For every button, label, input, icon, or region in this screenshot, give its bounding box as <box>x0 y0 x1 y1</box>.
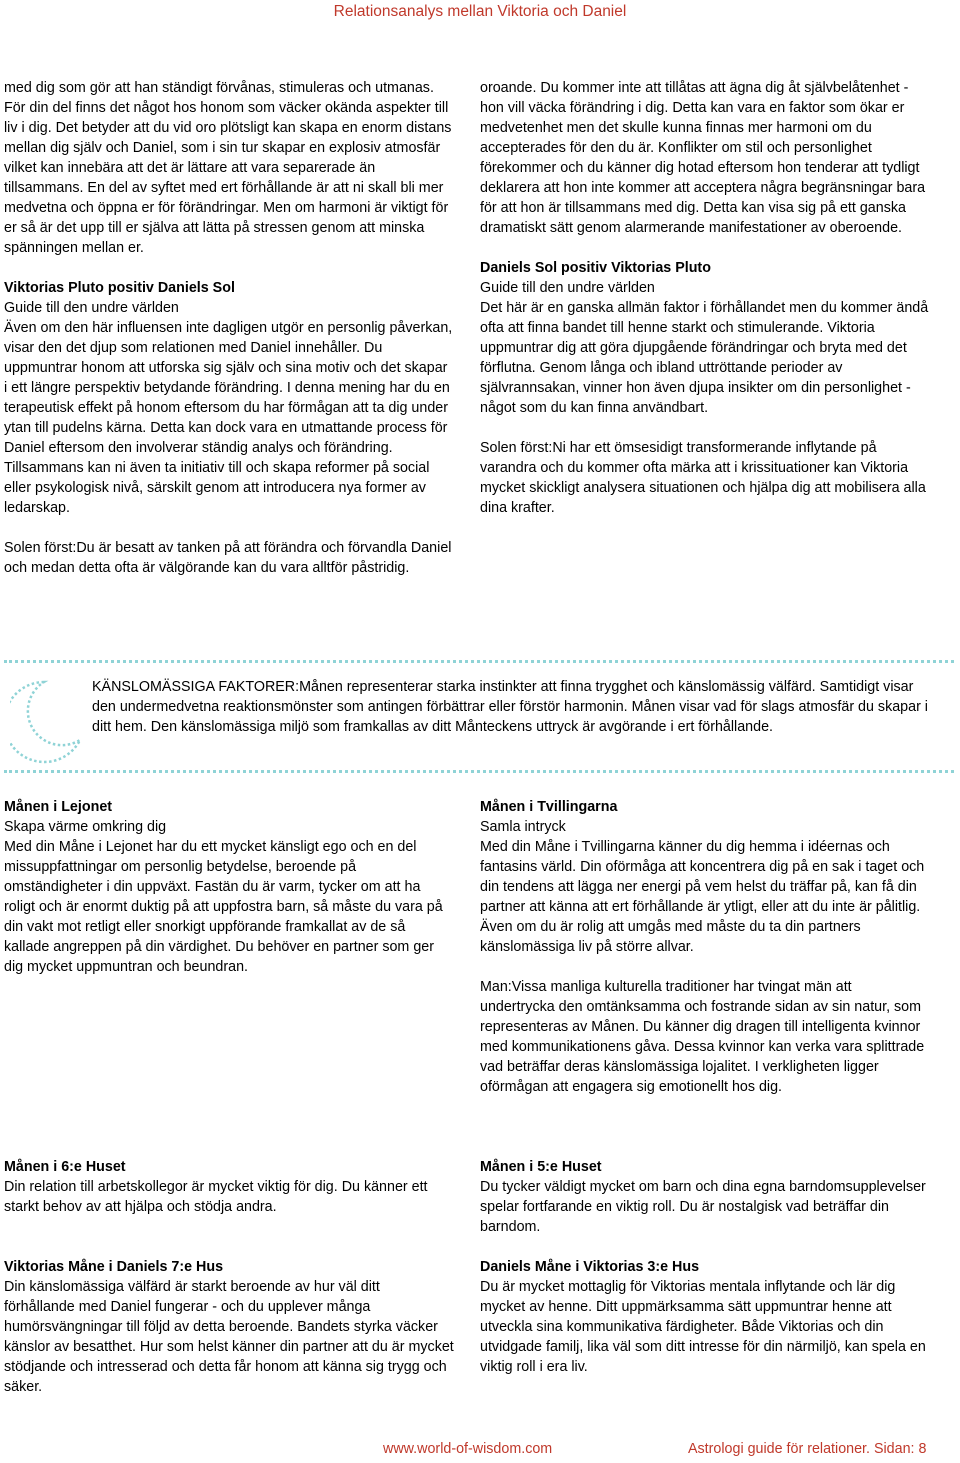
footer-website-link[interactable]: www.world-of-wisdom.com <box>383 1441 553 1457</box>
section-body: Du är mycket mottaglig för Viktorias mentala inflytande och lär dig mycket av henne. Ditt uppmärksamma sätt uppmuntrar henne att utveckla sina kommunikativa färdigheter. Både Viktorias och din utvidgade familj, lika väl som ditt intresse för din närmiljö, kan spela en viktig roll i era liv. <box>480 1279 926 1375</box>
top-right-column <box>480 78 930 518</box>
moon-lejonet-section <box>4 797 454 977</box>
emotional-factors-text: KÄNSLOMÄSSIGA FAKTORER:Månen representerar starka instinkter att finna trygghet och känslomässig välfärd. Samtidigt visar den undermedvetna reaktionsmönster som antingen förbättrar eller förstör harmonin. Månen visar vad för slags atmosfär du skapar i ditt hem. Den känslomässiga miljö som framkallas av ditt Månteckens uttryck är avgörande i ert förhållande. <box>92 679 928 735</box>
paragraph: oroande. Du kommer inte att tillåtas att ägna dig åt självbelåtenhet - hon vill väcka förändring i dig. Detta kan vara en faktor som ökar er medvetenhet men det skulle kunna finnas mer harmoni om du accepterades för den du är. Konflikter om stil och personlighet förekommer och du känner dig hotad eftersom hon tenderar att tydligt deklarera att hon inte kommer att acceptera några begränsningar bara för att hon är tillsammans med dig. Detta kan visa sig på ett ganska dramatiskt sätt genom alarmerande manifestationer av oberoende. <box>480 80 926 236</box>
dotted-divider <box>4 660 954 663</box>
section-body: Även om den här influensen inte dagligen utgör en personlig påverkan, visar den det djup som relationen med Daniel innehåller. Du uppmuntrar honom att utforska sig själv och sina motiv och det skapar i ett längre perspektiv betydande förändring. I denna mening har du en terapeutisk effekt på honom eftersom du har förmågan att ta dig under ytan till pudelns kärna. Detta kan dock vara en utmattande process för Daniel eftersom den involverar ständig analys och förändring. Tillsammans kan ni även ta initiativ till och skapa reformer på social eller psykologisk nivå, särskilt genom att introducera nya former av ledarskap. <box>4 320 453 516</box>
section-title: Viktorias Pluto positiv Daniels Sol <box>4 280 235 296</box>
paragraph: med dig som gör att han ständigt förvånas, stimuleras och utmanas. För din del finns det något hos honom som väcker okända aspekter till liv i dig. Det betyder att du vid oro plötsligt kan skapa en enorm distans mellan dig själv och Daniel, som i sin tur skapar en explosiv atmosfär vilket kan innebära att det är lättare att vara separerade än tillsammans. En del av syftet med ert förhållande är att ni skall bli mer medvetna och öppna er för förändringar. Men om harmoni är viktigt för er så är det upp till er själva att lätta på stressen genom att minska spänningen mellan er. <box>4 80 452 256</box>
section-title: Månen i 6:e Huset <box>4 1159 126 1175</box>
paragraph: Man:Vissa manliga kulturella traditioner har tvingat män att undertrycka den omtänksamma och fostrande sidan av sin natur, som representeras av Månen. Du känner dig dragen till intelligenta kvinnor med kommunikationens gåva. Dessa kvinnor kan verka vara splittrade vad beträffar deras känslomässiga lojalitet. I verkligheten ligger oförmågan att engagera sig emotionellt hos dig. <box>480 979 925 1095</box>
section-body: Du tycker väldigt mycket om barn och dina egna barndomsupplevelser spelar fortfarande en viktig roll. Du är nostalgisk vad beträffar din barndom. <box>480 1179 926 1235</box>
moon-6th-house-section <box>4 1157 454 1217</box>
section-block <box>480 797 930 957</box>
paragraph: Solen först:Du är besatt av tanken på att förändra och förvandla Daniel och medan detta ofta är välgörande kan du vara alltför påstridig. <box>4 540 452 576</box>
section-title: Månen i 5:e Huset <box>480 1159 602 1175</box>
paragraph: Solen först:Ni har ett ömsesidigt transformerande inflytande på varandra och du kommer ofta märka att i krissituationer kan Viktoria mycket skickligt analysera situationen och hjälpa dig att mobilisera alla dina krafter. <box>480 440 926 516</box>
section-pluto-sol <box>4 278 454 518</box>
section-title: Månen i Lejonet <box>4 799 113 815</box>
section-subtitle: Samla intryck <box>480 819 566 835</box>
moon-icon <box>10 678 84 764</box>
section-body: Med din Måne i Lejonet har du ett mycket känsligt ego och en del missuppfattningar om personlig betydelse, beroende på omständigheter i din uppväxt. Fastän du är varm, tycker om att ha roligt och är enormt duktig på att uppfostra barn, så måste du vara på din vakt mot retligt eller snorkigt uppförande framkallat av de så kallade angreppen på din värdighet. Du behöver en partner som ger dig mycket uppmuntran och beundran. <box>4 839 443 975</box>
section-title: Månen i Tvillingarna <box>480 799 618 815</box>
section-body: Din relation till arbetskollegor är mycket viktig för dig. Du känner ett starkt behov av att hjälpa och stödja andra. <box>4 1179 428 1215</box>
section-title: Daniels Måne i Viktorias 3:e Hus <box>480 1259 700 1275</box>
top-left-column <box>4 78 454 578</box>
daniel-moon-3rd-house-section <box>480 1257 930 1377</box>
section-body: Det här är en ganska allmän faktor i förhållandet men du kommer ändå ofta att finna bandet till henne starkt och stimulerande. Viktoria uppmuntrar dig att göra djupgående förändringar och bryta med det förflutna. Genom långa och ibland uttröttande perioder av självrannsakan, vinner hon även djupa insikter om din personlighet - något som du kan finna användbart. <box>480 300 929 416</box>
section-title: Viktorias Måne i Daniels 7:e Hus <box>4 1259 224 1275</box>
section-subtitle: Skapa värme omkring dig <box>4 819 167 835</box>
section-subtitle: Guide till den undre världen <box>4 300 179 316</box>
section-body: Din känslomässiga välfärd är starkt beroende av hur väl ditt förhållande med Daniel fungerar - och du upplever många humörsvängningar till följd av detta beroende. Bandets styrka väcker känslor av besatthet. Hur som helst känner din partner att du är mycket stödjande och intresserad och detta får honom att känna sig trygg och säker. <box>4 1279 454 1395</box>
viktoria-moon-7th-house-section <box>4 1257 454 1397</box>
dotted-divider <box>4 770 954 773</box>
section-sol-pluto <box>480 258 930 418</box>
page-header: Relationsanalys mellan Viktoria och Daniel <box>333 3 627 20</box>
footer-page-info: Astrologi guide för relationer. Sidan: 8 <box>688 1441 927 1457</box>
section-subtitle: Guide till den undre världen <box>480 280 655 296</box>
moon-tvillingarna-section <box>480 797 930 1097</box>
section-body: Med din Måne i Tvillingarna känner du dig hemma i idéernas och fantasins värld. Din oförmåga att koncentrera dig på en sak i taget och din tendens att lägga ner energi på vem helst du träffar på, kan få din partner att känna att ert förhållande är ytligt, eller att du inte är pålitlig. Även om du är rolig att umgås med måste du ta din partners känslomässiga liv på större allvar. <box>480 839 925 955</box>
section-title: Daniels Sol positiv Viktorias Pluto <box>480 260 711 276</box>
moon-5th-house-section <box>480 1157 930 1237</box>
